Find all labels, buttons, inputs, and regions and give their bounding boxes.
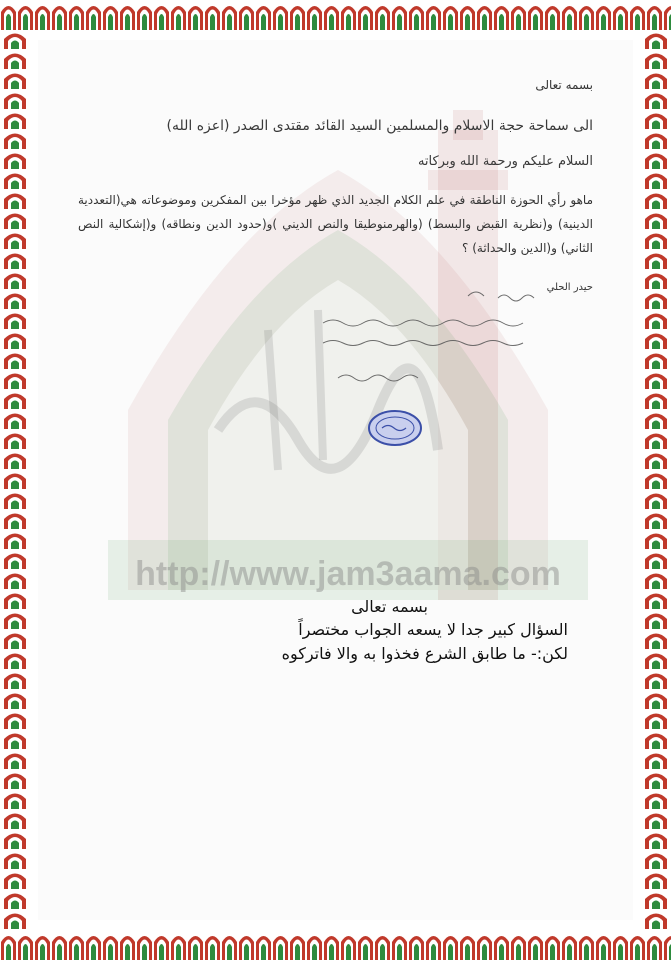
handwritten-reply bbox=[38, 40, 633, 460]
reply-line-3: لكن:- ما طابق الشرع فخذوا به والا فاتركوه bbox=[281, 644, 568, 663]
decorative-border-left bbox=[0, 30, 30, 930]
decorative-border-top bbox=[0, 0, 671, 30]
seal-stamp bbox=[369, 411, 421, 445]
letter-recipient: الى سماحة حجة الاسلام والمسلمين السيد القائد مقتدى الصدر (اعزه الله) bbox=[166, 118, 593, 134]
letter-signature: حيدر الحلي bbox=[546, 282, 593, 293]
letter-greeting: السلام عليكم ورحمة الله وبركاته bbox=[417, 154, 593, 169]
watermark-url: http://www.jam3aama.com bbox=[135, 555, 561, 593]
decorative-border-right bbox=[641, 30, 671, 930]
letter-body: ماهو رأي الحوزة الناطقة في علم الكلام الجديد الذي ظهر مؤخرا بين المفكرين وموضوعاته هي(التعددية الدينية) و(نظرية القبض والبسط) (والهرمنوطيقا والنص الديني )و(حدود الدين ونطاقه) و(إشكالية النص الثاني) و(الدين والحداثة) ؟ bbox=[78, 193, 593, 255]
reply-line-1: بسمه تعالى bbox=[351, 597, 428, 616]
document-page bbox=[38, 40, 633, 920]
letter-salutation: بسمه تعالى bbox=[535, 78, 593, 92]
reply-line-2: السؤال كبير جدا لا يسعه الجواب مختصراً bbox=[298, 620, 568, 639]
decorative-border-bottom bbox=[0, 930, 671, 960]
